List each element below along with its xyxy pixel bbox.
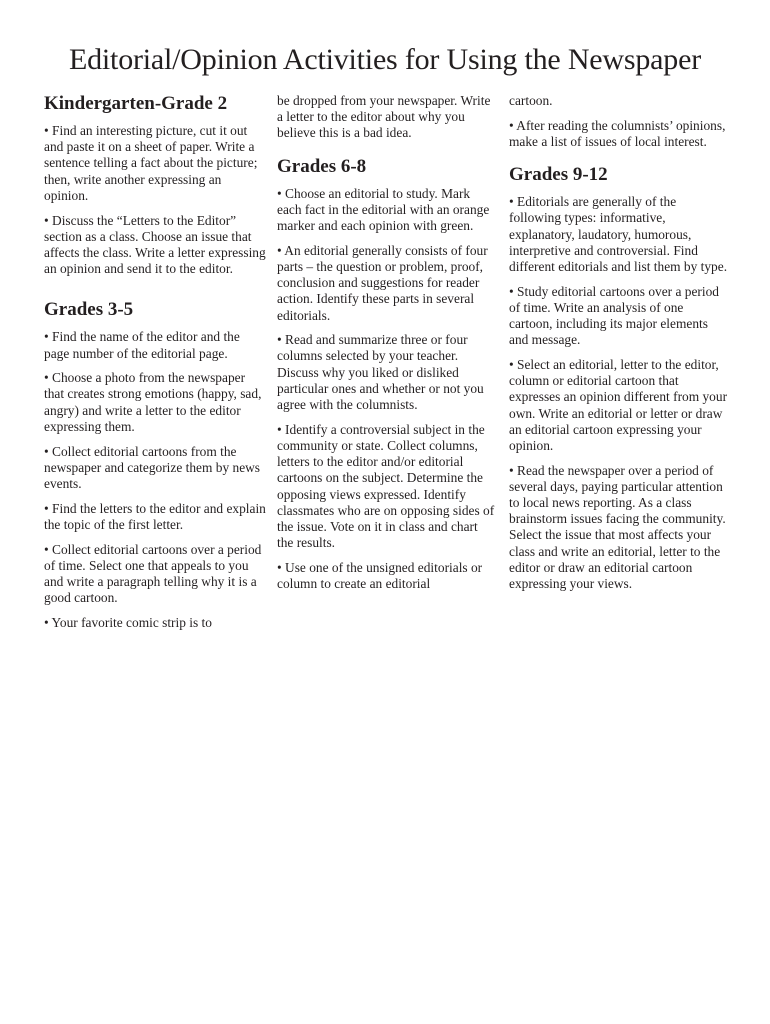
activity-item-continued: be dropped from your newspaper. Write a letter to the editor about why you believe this is a bad idea. <box>277 93 491 141</box>
section-heading-grades-6-8: Grades 6-8 <box>277 155 367 177</box>
activity-item: • Editorials are generally of the following types: informative, explanatory, laudatory, humorous, interpretive and controversial. Find different editorials and list them by type. <box>509 194 728 274</box>
column-2 <box>277 93 496 601</box>
section-heading-grades-9-12: Grades 9-12 <box>509 164 608 186</box>
section-heading-k2: Kindergarten-Grade 2 <box>44 93 228 114</box>
column-3 <box>509 93 729 601</box>
activity-item: • Select an editorial, letter to the editor, column or editorial cartoon that expresses an opinion different from your own. Write an editorial or letter or draw an editorial cartoon expressing your opinion. <box>509 356 728 453</box>
activity-item: • Find the letters to the editor and explain the topic of the first letter. <box>44 500 266 532</box>
activity-item: • Study editorial cartoons over a period of time. Write an analysis of one cartoon, including its major elements and message. <box>509 283 719 348</box>
activity-item: • Identify a controversial subject in the community or state. Collect columns, letters to the editor and/or editorial cartoons on the subject. Determine the opposing views expressed. Identify classmates who are on opposing sides of the issue. Vote on it in class and chart the results. <box>277 421 495 551</box>
activity-item: • Collect editorial cartoons from the newspaper and categorize them by news events. <box>44 443 261 491</box>
activity-item: • Choose an editorial to study. Mark each fact in the editorial with an orange marker and each opinion with green. <box>277 185 490 234</box>
activity-item: • Use one of the unsigned editorials or column to create an editorial <box>277 559 483 592</box>
activity-item: • Find an interesting picture, cut it out and paste it on a sheet of paper. Write a sentence telling a fact about the picture; then, write another expressing an opinion. <box>44 123 258 203</box>
activity-item: • Choose a photo from the newspaper that creates strong emotions (happy, sad, angry) and write a letter to the editor expressing them. <box>44 370 262 434</box>
activity-item: • Find the name of the editor and the page number of the editorial page. <box>44 329 240 361</box>
activity-item: • Your favorite comic strip is to <box>44 614 212 630</box>
section-heading-grades-3-5: Grades 3-5 <box>44 299 134 321</box>
activity-item: • Read the newspaper over a period of several days, paying particular attention to local news reporting. As a class brainstorm issues facing the community. Select the issue that most affects your class and write an editorial, letter to the editor or draw an editorial cartoon expressing your views. <box>509 462 726 592</box>
page-title: Editorial/Opinion Activities for Using the Newspaper <box>69 43 701 76</box>
activity-item-continued: cartoon. <box>509 93 553 108</box>
activity-item: • Read and summarize three or four columns selected by your teacher. Discuss why you liked or disliked particular ones and whether or not you agree with the columnists. <box>277 332 484 413</box>
activity-item: • An editorial generally consists of four parts – the question or problem, proof, conclusion and suggestions for reader action. Identify these parts in several editorials. <box>277 242 488 323</box>
activity-item: • After reading the columnists’ opinions, make a list of issues of local interest. <box>509 117 726 149</box>
activity-item: • Discuss the “Letters to the Editor” section as a class. Choose an issue that affects the class. Write a letter expressing an opinion and send it to the editor. <box>44 212 266 277</box>
activity-item: • Collect editorial cartoons over a period of time. Select one that appeals to you and write a paragraph telling why it is a good cartoon. <box>44 541 262 606</box>
column-1 <box>44 93 266 640</box>
